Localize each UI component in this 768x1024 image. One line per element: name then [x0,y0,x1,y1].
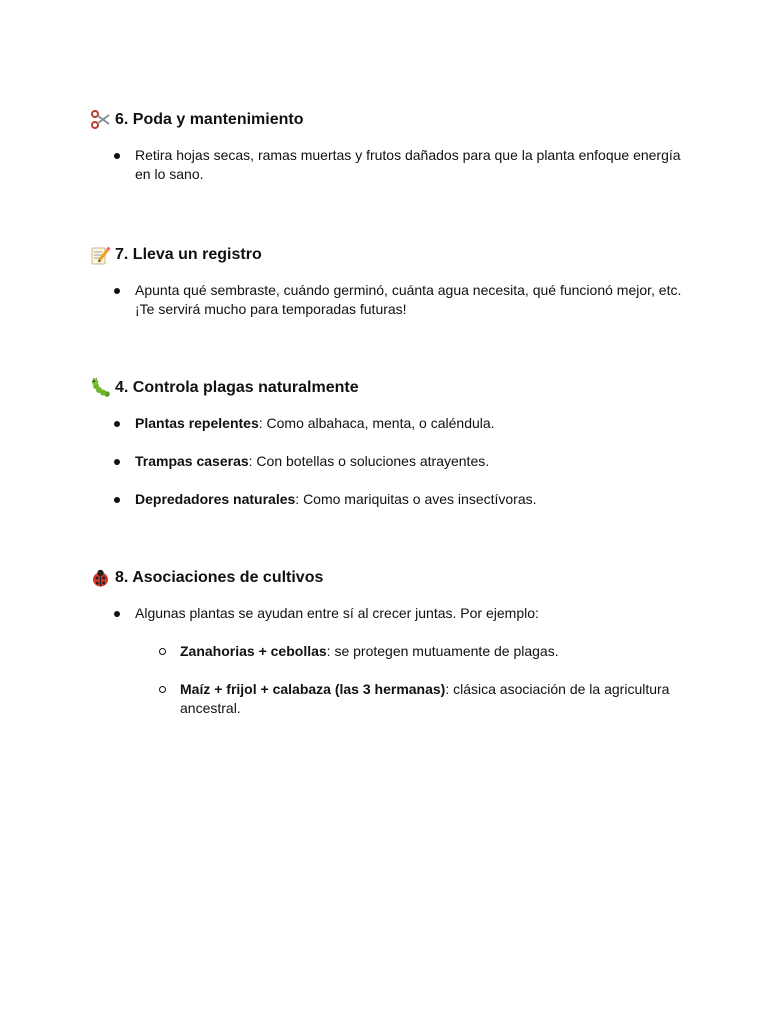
scissors-icon [90,110,111,130]
item-bold: Maíz + frijol + calabaza (las 3 hermanas) [180,681,446,697]
bullet-list [90,414,690,509]
list-item [90,490,690,509]
list-item [90,452,690,471]
section-title: 7. Lleva un registro [115,246,262,263]
sub-list [90,642,690,718]
section-heading [90,243,690,267]
list-item [90,414,690,433]
section-poda [90,108,690,184]
section-asociaciones [90,566,690,718]
caterpillar-icon [90,378,111,398]
section-heading [90,108,690,132]
item-text: : clásica asociación de la agricultura ancestral. [180,681,670,716]
item-bold: Zanahorias + cebollas [180,643,327,659]
sub-list-item [90,680,690,718]
bullet-list [90,281,690,319]
bullet-list [90,604,690,623]
item-text: Algunas plantas se ayudan entre sí al crecer juntas. Por ejemplo: [135,605,539,621]
ladybug-icon [90,568,111,588]
list-item [90,281,690,319]
section-plagas [90,376,690,509]
item-text: Retira hojas secas, ramas muertas y frutos dañados para que la planta enfoque energía en lo sano. [135,147,681,182]
item-text: : se protegen mutuamente de plagas. [326,643,559,659]
section-title: 4. Controla plagas naturalmente [115,379,359,396]
memo-icon [90,245,111,265]
item-bold: Trampas caseras [135,453,249,469]
section-heading [90,566,690,590]
list-item [90,604,690,623]
item-text: : Como albahaca, menta, o caléndula. [258,415,495,431]
bullet-list [90,146,690,184]
section-title: 6. Poda y mantenimiento [115,111,304,128]
item-text: Apunta qué sembraste, cuándo germinó, cuánta agua necesita, qué funcionó mejor, etc. ¡Te servirá mucho para temporadas futuras! [135,282,682,317]
item-text: : Con botellas o soluciones atrayentes. [248,453,490,469]
section-title: 8. Asociaciones de cultivos [115,569,324,586]
sub-list-item [90,642,690,661]
item-text: : Como mariquitas o aves insectívoras. [295,491,537,507]
list-item [90,146,690,184]
item-bold: Plantas repelentes [135,415,259,431]
item-bold: Depredadores naturales [135,491,296,507]
section-registro [90,243,690,319]
section-heading [90,376,690,400]
